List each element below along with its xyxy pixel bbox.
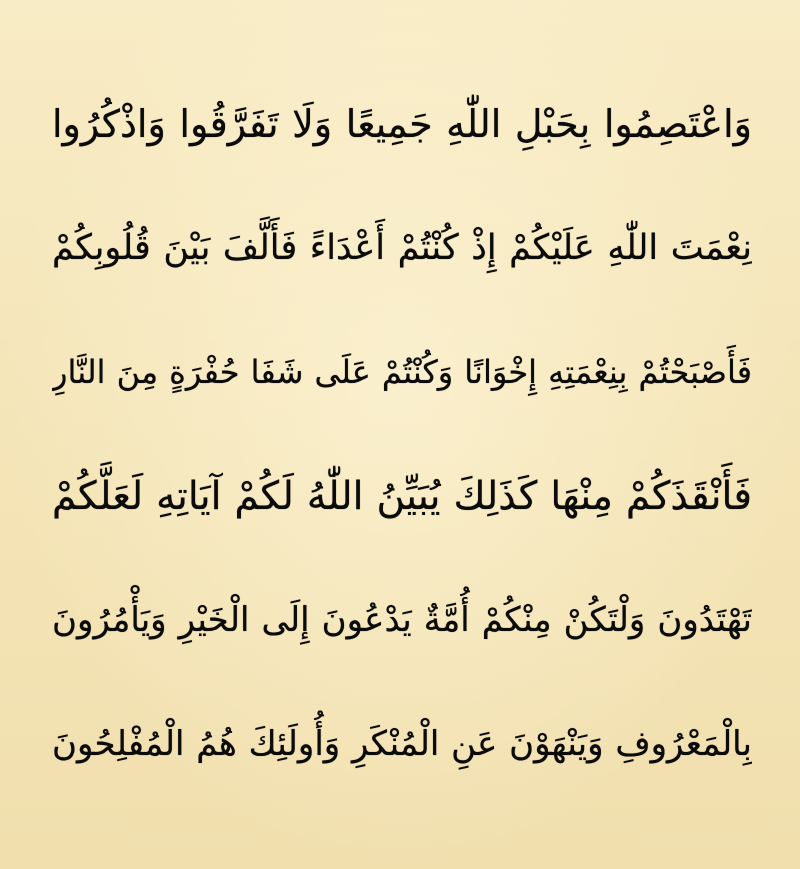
calligraphy-line-2-text: نِعْمَتَ اللّٰهِ عَلَيْكُمْ إِذْ كُنْتُمْ أَعْدَاءً فَأَلَّفَ بَيْنَ قُلُوبِكُمْ bbox=[52, 227, 752, 268]
calligraphy-line-3 bbox=[52, 310, 752, 434]
calligraphy-line-1-text: وَاعْتَصِمُوا بِحَبْلِ اللّٰهِ جَمِيعًا وَلَا تَفَرَّقُوا وَاذْكُرُوا bbox=[52, 102, 752, 146]
calligraphy-line-6 bbox=[52, 682, 752, 806]
calligraphy-line-5 bbox=[52, 558, 752, 682]
calligraphy-line-4-text: فَأَنْقَذَكُمْ مِنْهَا كَذَلِكَ يُبَيِّنُ اللّٰهُ لَكُمْ آيَاتِهِ لَعَلَّكُمْ bbox=[52, 473, 752, 519]
calligraphy-line-3-text: فَأَصْبَحْتُمْ بِنِعْمَتِهِ إِخْوَانًا وَكُنْتُمْ عَلَى شَفَا حُفْرَةٍ مِنَ النَّارِ bbox=[52, 353, 752, 391]
calligraphy-line-1 bbox=[52, 62, 752, 186]
calligraphy-line-2 bbox=[52, 186, 752, 310]
calligraphy-line-5-text: تَهْتَدُونَ وَلْتَكُنْ مِنْكُمْ أُمَّةٌ يَدْعُونَ إِلَى الْخَيْرِ وَيَأْمُرُونَ bbox=[52, 600, 752, 640]
calligraphy-line-4 bbox=[52, 434, 752, 558]
calligraphy-line-6-text: بِالْمَعْرُوفِ وَيَنْهَوْنَ عَنِ الْمُنْكَرِ وَأُولَئِكَ هُمُ الْمُفْلِحُونَ bbox=[52, 724, 752, 764]
calligraphy-text-block bbox=[52, 62, 752, 806]
